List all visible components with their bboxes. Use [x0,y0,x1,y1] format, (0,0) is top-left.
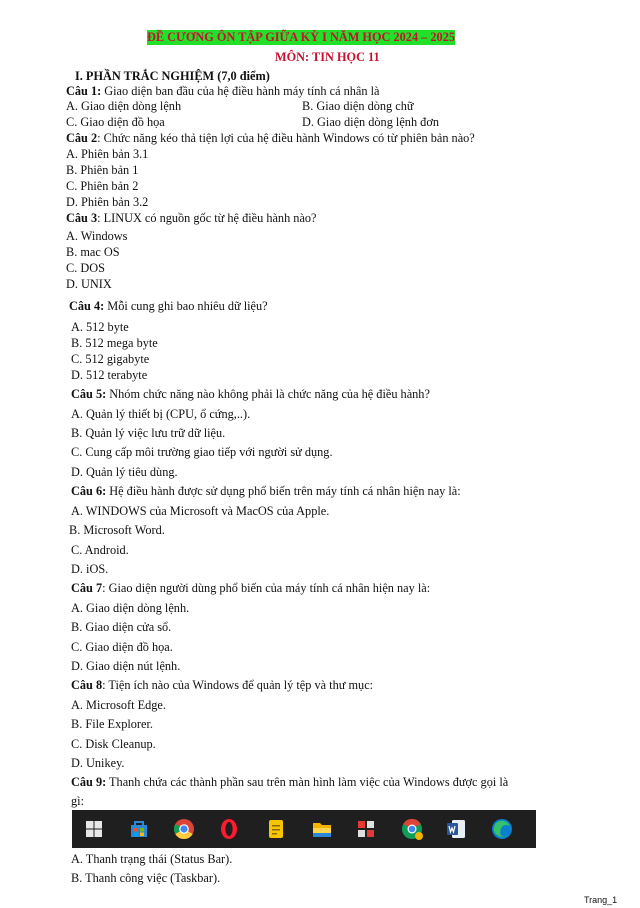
option: C. Disk Cleanup. [71,737,156,751]
edge-icon [490,817,514,841]
microsoft-store-icon [127,817,151,841]
question-9-continued: gì: [71,794,84,808]
question-3: Câu 3: LINUX có nguồn gốc từ hệ điều hành nào? [66,211,317,225]
question-8: Câu 8: Tiện ích nào của Windows để quản lý tệp và thư mục: [71,678,374,692]
question-1: Câu 1: Giao diện ban đầu của hệ điều hành máy tính cá nhân là [66,84,380,98]
option: B. Thanh công việc (Taskbar). [71,871,221,885]
option: D. Giao diện nút lệnh. [71,659,181,673]
option: A. Microsoft Edge. [71,698,166,712]
option: B. Giao diện dòng chữ [302,99,414,113]
option: C. Cung cấp môi trường giao tiếp với người sử dụng. [71,445,333,459]
question-7: Câu 7: Giao diện người dùng phổ biến của máy tính cá nhân hiện nay là: [71,581,431,595]
windows-start-icon [82,817,106,841]
page-number: Trang_1 [584,895,618,905]
question-9: Câu 9: Thanh chứa các thành phần sau trên màn hình làm việc của Windows được gọi là [71,775,509,789]
option: A. Quản lý thiết bị (CPU, ổ cứng,..). [71,407,251,421]
option: D. Giao diện dòng lệnh đơn [302,115,439,129]
option: C. Android. [71,543,129,557]
option: C. DOS [66,261,105,275]
question-5: Câu 5: Nhóm chức năng nào không phải là chức năng của hệ điều hành? [71,387,430,401]
option: A. Phiên bản 3.1 [66,147,149,161]
option: B. 512 mega byte [71,336,158,350]
option: A. 512 byte [71,320,129,334]
option: C. 512 gigabyte [71,352,150,366]
chrome-icon [172,817,196,841]
taskbar-image [72,810,536,848]
option: A. Giao diện dòng lệnh [66,99,182,113]
option: B. mac OS [66,245,120,259]
section-title: I. PHẦN TRẮC NGHIỆM (7,0 điểm) [75,69,270,83]
option: B. Microsoft Word. [69,523,165,537]
document-title: ĐỀ CƯƠNG ÔN TẬP GIỮA KỲ I NĂM HỌC 2024 – 2025 [147,30,455,44]
file-explorer-icon [310,817,334,841]
option: C. Phiên bản 2 [66,179,139,193]
option: C. Giao diện đồ họa [66,115,165,129]
option: D. Quản lý tiêu dùng. [71,465,178,479]
question-2: Câu 2: Chức năng kéo thả tiện lợi của hệ điều hành Windows có từ phiên bản nào? [66,131,475,145]
option: B. File Explorer. [71,717,153,731]
app-grid-icon [354,817,378,841]
option: D. Unikey. [71,756,125,770]
subject-title: MÔN: TIN HỌC 11 [275,50,380,64]
option: A. WINDOWS của Microsoft và MacOS của Apple. [71,504,330,518]
option: A. Windows [66,229,128,243]
option: B. Phiên bản 1 [66,163,139,177]
word-icon [444,817,468,841]
option: D. 512 terabyte [71,368,148,382]
option: C. Giao diện đồ họa. [71,640,173,654]
option: A. Thanh trạng thái (Status Bar). [71,852,233,866]
chrome-account-icon [400,817,424,841]
option: B. Quản lý việc lưu trữ dữ liệu. [71,426,226,440]
option: D. UNIX [66,277,112,291]
question-4: Câu 4: Mỗi cung ghi bao nhiêu dữ liệu? [69,299,268,313]
option: A. Giao diện dòng lệnh. [71,601,190,615]
option: D. iOS. [71,562,109,576]
question-6: Câu 6: Hệ điều hành được sử dụng phổ biến trên máy tính cá nhân hiện nay là: [71,484,461,498]
sticky-notes-icon [264,817,288,841]
option: D. Phiên bản 3.2 [66,195,149,209]
option: B. Giao diện cửa sổ. [71,620,172,634]
opera-icon [217,817,241,841]
